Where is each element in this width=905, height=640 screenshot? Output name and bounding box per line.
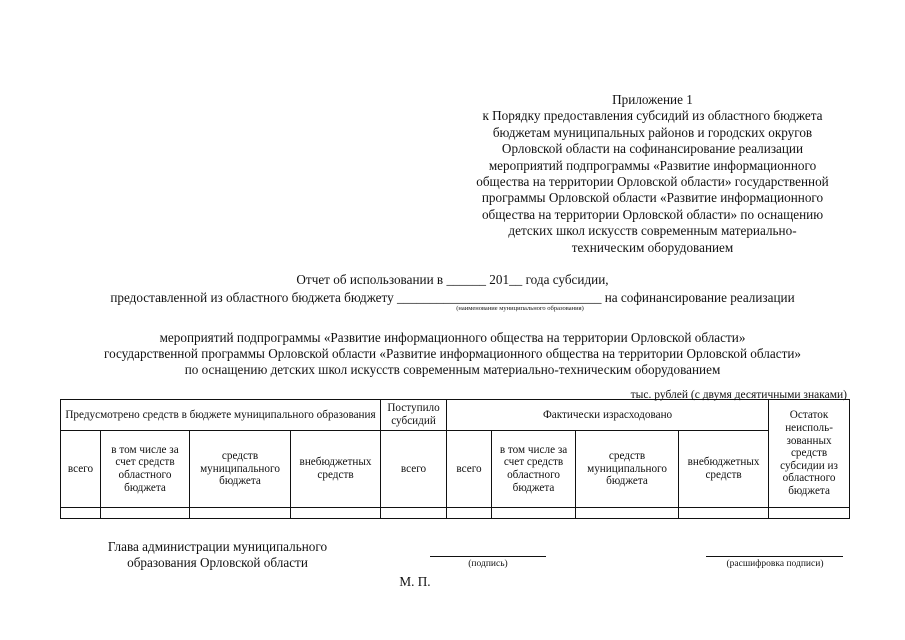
planned-total: всего (61, 431, 101, 508)
table-cell[interactable] (381, 508, 447, 519)
stamp-place: М. П. (399, 574, 431, 589)
table-row (61, 508, 850, 519)
table-cell[interactable] (61, 508, 101, 519)
spent-total: всего (447, 431, 492, 508)
appendix-header (440, 92, 865, 256)
table-subheader-row (61, 431, 850, 508)
report-title-line-3: мероприятий подпрограммы «Развитие информационного общества на территории Орловской области» (159, 330, 746, 345)
appendix-line: мероприятий подпрограммы «Развитие информационного (488, 157, 817, 173)
appendix-line: Орловской области на софинансирование реализации (501, 141, 804, 157)
signature-decoding-caption: (расшифровка подписи) (726, 559, 824, 569)
appendix-line: общества на территории Орловской области» государственной (476, 174, 829, 190)
municipality-name-caption: (наименование муниципального образования) (456, 305, 584, 312)
signature-decoding-line (706, 556, 843, 557)
header-planned: Предусмотрено средств в бюджете муниципального образования (61, 400, 381, 431)
signature-line (430, 556, 546, 557)
units-note: тыс. рублей (с двумя десятичными знаками) (630, 389, 847, 401)
table-cell[interactable] (576, 508, 679, 519)
appendix-line: Приложение 1 (612, 92, 693, 107)
report-title-line-5: по оснащению детских школ искусств современным материально-техническим оборудованием (184, 362, 721, 377)
planned-extrabudget: внебюджетных средств (291, 431, 381, 508)
table-cell[interactable] (101, 508, 190, 519)
report-title-line-4: государственной программы Орловской области «Развитие информационного общества на территории Орловской области» (103, 346, 801, 361)
table-cell[interactable] (492, 508, 576, 519)
appendix-line: программы Орловской области «Развитие информационного (481, 190, 824, 206)
appendix-line: детских школ искусств современным материально- (508, 223, 797, 239)
appendix-line: к Порядку предоставления субсидий из областного бюджета (482, 108, 823, 124)
table-header-row (61, 400, 850, 431)
table-cell[interactable] (769, 508, 850, 519)
planned-municipal: средств муниципального бюджета (190, 431, 291, 508)
table-cell[interactable] (291, 508, 381, 519)
appendix-line: бюджетам муниципальных районов и городских округов (492, 124, 813, 140)
table-cell[interactable] (447, 508, 492, 519)
header-received: Поступило субсидий (381, 400, 447, 431)
appendix-line: общества на территории Орловской области» по оснащению (481, 206, 824, 222)
report-table (60, 399, 850, 519)
report-title-line-1: Отчет об использовании в ______ 201__ года субсидии, (296, 272, 609, 287)
planned-regional: в том числе за счет средств областного бюджета (101, 431, 190, 508)
appendix-line: техническим оборудованием (571, 239, 734, 255)
spent-regional: в том числе за счет средств областного бюджета (492, 431, 576, 508)
signatory-position-line-1: Глава администрации муниципального (107, 539, 328, 554)
table-cell[interactable] (679, 508, 769, 519)
received-total: всего (381, 431, 447, 508)
spent-extrabudget: внебюджетных средств (679, 431, 769, 508)
signatory-position-line-2: образования Орловской области (127, 555, 308, 570)
spent-municipal: средств муниципального бюджета (576, 431, 679, 508)
report-title-line-2: предоставленной из областного бюджета бюджету _______________________________ на софинансирование реализации (110, 290, 795, 305)
signature-caption: (подпись) (468, 559, 508, 569)
header-spent: Фактически израсходовано (447, 400, 769, 431)
header-remainder: Остаток неисполь-зованных средств субсидии из областного бюджета (769, 400, 850, 508)
table-cell[interactable] (190, 508, 291, 519)
